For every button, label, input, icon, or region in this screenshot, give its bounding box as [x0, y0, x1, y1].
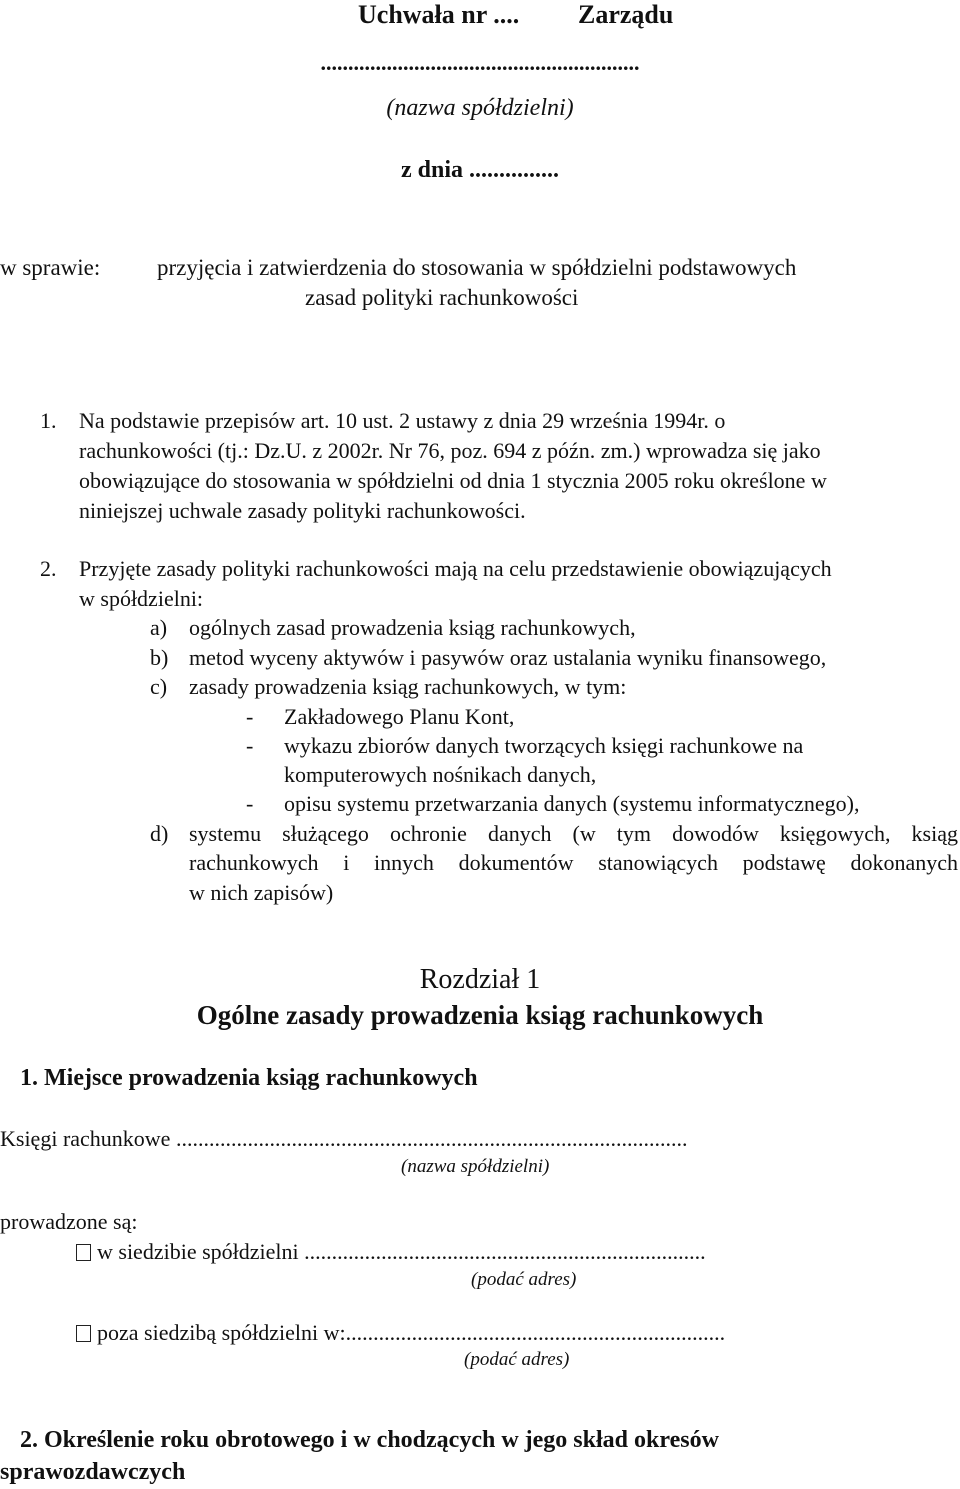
section-2-heading-line-2: sprawozdawczych — [0, 1459, 186, 1485]
chapter-title: Ogólne zasady prowadzenia ksiąg rachunkowych — [196, 1000, 764, 1030]
item-b-text: metod wyceny aktywów i pasywów oraz ustalania wyniku finansowego, — [189, 645, 827, 670]
item-c-sub-1: Zakładowego Planu Kont, — [284, 704, 515, 729]
books-location-line: Księgi rachunkowe ............................................................................................. — [0, 1126, 688, 1151]
item-c-dash-3: - — [246, 791, 254, 816]
kept-label: prowadzone są: — [0, 1209, 138, 1234]
option-headquarters-text: w siedzibie spółdzielni ......................................................................... — [97, 1239, 706, 1264]
section-2-heading-line-1: 2. Określenie roku obrotowego i w chodzących w jego skład okresów — [20, 1427, 719, 1453]
option-outside — [76, 1322, 725, 1344]
point-2-number: 2. — [40, 556, 57, 581]
cooperative-name-hint: (nazwa spółdzielni) — [386, 95, 574, 121]
chapter-number: Rozdział 1 — [419, 964, 541, 995]
item-c-sub-3: opisu systemu przetwarzania danych (systemu informatycznego), — [284, 791, 860, 816]
item-d-line-1: systemu służącego ochronie danych (w tym dowodów księgowych, ksiąg — [189, 821, 958, 846]
item-c-text: zasady prowadzenia ksiąg rachunkowych, w tym: — [189, 674, 627, 699]
item-c-sub-2-line-1: wykazu zbiorów danych tworzących księgi rachunkowe na — [284, 733, 804, 758]
subject-line-1: przyjęcia i zatwierdzenia do stosowania w spółdzielni podstawowych — [157, 255, 797, 280]
subject-label: w sprawie: — [0, 255, 101, 280]
item-a-text: ogólnych zasad prowadzenia ksiąg rachunkowych, — [189, 615, 636, 640]
item-d-label: d) — [150, 821, 169, 846]
item-d-line-2: rachunkowych i innych dokumentów stanowiących podstawę dokonanych — [189, 850, 958, 875]
point-1-number: 1. — [40, 408, 57, 433]
cooperative-name-hint-2: (nazwa spółdzielni) — [401, 1156, 550, 1177]
option-headquarters — [76, 1241, 706, 1263]
address-hint-2: (podać adres) — [464, 1349, 570, 1370]
resolution-date: z dnia ............... — [400, 157, 559, 183]
point-1-line-1: Na podstawie przepisów art. 10 ust. 2 ustawy z dnia 29 września 1994r. o — [79, 408, 726, 433]
point-1-line-2: rachunkowości (tj.: Dz.U. z 2002r. Nr 76, poz. 694 z późn. zm.) wprowadza się jako — [79, 438, 821, 463]
item-b-label: b) — [150, 645, 169, 670]
point-1-line-4: niniejszej uchwale zasady polityki rachunkowości. — [79, 498, 526, 523]
item-c-label: c) — [150, 674, 168, 699]
item-c-dash-1: - — [246, 704, 254, 729]
board-label: Zarządu — [578, 0, 674, 29]
option-outside-text: poza siedzibą spółdzielni w:..................................................................... — [97, 1320, 726, 1345]
section-1-heading: 1. Miejsce prowadzenia ksiąg rachunkowych — [20, 1065, 478, 1091]
item-a-label: a) — [150, 615, 168, 640]
point-1-line-3: obowiązujące do stosowania w spółdzielni od dnia 1 stycznia 2005 roku określone w — [79, 468, 827, 493]
subject-line-2: zasad polityki rachunkowości — [305, 285, 579, 310]
item-c-sub-2-line-2: komputerowych nośnikach danych, — [284, 762, 597, 787]
point-2-line-2: w spółdzielni: — [79, 586, 204, 611]
headquarters-checkbox[interactable] — [76, 1244, 91, 1261]
item-c-dash-2: - — [246, 733, 254, 758]
resolution-number: Uchwała nr .... — [358, 0, 520, 29]
address-hint-1: (podać adres) — [471, 1269, 577, 1290]
outside-checkbox[interactable] — [76, 1325, 91, 1342]
item-d-line-3: w nich zapisów) — [189, 880, 334, 905]
point-2-line-1: Przyjęte zasady polityki rachunkowości mają na celu przedstawienie obowiązujących — [79, 556, 832, 581]
cooperative-name-dots: .......................................................... — [320, 50, 640, 75]
